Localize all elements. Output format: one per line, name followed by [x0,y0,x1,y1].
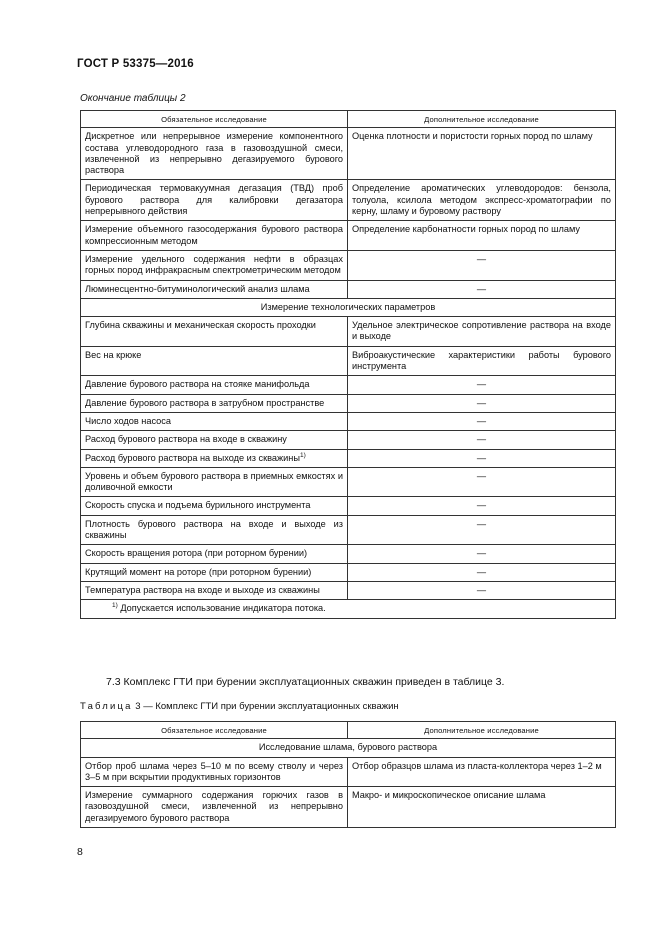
document-code: ГОСТ Р 53375—2016 [77,58,194,70]
cell-text: Скорость вращения ротора (при роторном бурении) [85,548,308,559]
additional-study-cell: — [348,497,616,515]
required-study-cell [81,515,348,545]
required-study-cell [81,346,348,376]
table-header-row [81,111,616,128]
required-study-cell [81,376,348,394]
additional-study-cell: Определение карбонатности горных пород по шламу [348,221,616,251]
table-row [81,757,616,787]
cell-text: Давление бурового раствора в затрубном пространстве [85,397,325,408]
required-study-cell [81,394,348,412]
required-study-cell [81,128,348,180]
column-header: Дополнительное исследование [348,722,616,739]
table-row [81,412,616,430]
cell-text: Крутящий момент на роторе (при роторном бурении) [85,566,312,577]
table-label: Таблица [80,701,133,712]
paragraph-7-3: 7.3 Комплекс ГТИ при бурении эксплуатационных скважин приведен в таблице 3. [106,676,505,688]
page-number: 8 [77,846,83,858]
required-study-cell [81,497,348,515]
required-study-cell [81,563,348,581]
cell-text: Скорость спуска и подъема бурильного инструмента [85,500,311,511]
required-study-cell [81,221,348,251]
table-row [81,497,616,515]
table-row [81,221,616,251]
footnote-mark: 1) [299,451,306,459]
required-study-cell [81,180,348,221]
table-row [81,280,616,298]
table-row [81,394,616,412]
table-2 [80,110,616,619]
additional-study-cell: Удельное электрическое сопротивление раствора на входе и выходе [348,317,616,347]
additional-study-cell: — [348,515,616,545]
table-row [81,563,616,581]
table-3 [80,721,616,828]
additional-study-cell: — [348,467,616,497]
additional-study-cell: — [348,280,616,298]
additional-study-cell: — [348,581,616,599]
table-row [81,376,616,394]
column-header: Дополнительное исследование [348,111,616,128]
additional-study-cell: Определение ароматических углеводородов: бензола, толуола, ксилола методом экспресс-хроматографии по керну, шламу и буровому раствору [348,180,616,221]
table-row [81,180,616,221]
cell-text: Периодическая термовакуумная дегазация (ТВД) проб бурового раствора для калибровки дегазатора непрерывного действия [85,183,343,217]
table-row [81,250,616,280]
required-study-cell [81,757,348,787]
table-row [81,545,616,563]
table-row [81,581,616,599]
cell-text: Люминесцентно-битуминологический анализ шлама [85,283,310,294]
cell-text: Расход бурового раствора на выходе из скважины [85,452,300,463]
table-3-caption [80,701,399,712]
additional-study-cell: — [348,563,616,581]
table-row [81,449,616,467]
table-row [81,317,616,347]
required-study-cell [81,412,348,430]
footnote-text: Допускается использование индикатора потока. [120,603,326,614]
column-header: Обязательное исследование [81,111,348,128]
additional-study-cell: Отбор образцов шлама из пласта-коллектора через 1–2 м [348,757,616,787]
cell-text: Измерение удельного содержания нефти в образцах горных пород инфракрасным спектрометрическим методом [85,253,343,276]
section-row [81,739,616,757]
additional-study-cell: — [348,412,616,430]
section-title: Измерение технологических параметров [81,298,616,316]
cell-text: Глубина скважины и механическая скорость проходки [85,320,316,331]
required-study-cell [81,467,348,497]
cell-text: Расход бурового раствора на входе в скважину [85,434,287,445]
additional-study-cell: — [348,449,616,467]
cell-text: Давление бурового раствора на стояке манифольда [85,379,310,390]
cell-text: Число ходов насоса [85,415,171,426]
required-study-cell [81,545,348,563]
cell-text: Вес на крюке [85,349,142,360]
additional-study-cell: — [348,376,616,394]
additional-study-cell: Макро- и микроскопическое описание шлама [348,787,616,828]
additional-study-cell: Виброакустические характеристики работы бурового инструмента [348,346,616,376]
column-header: Обязательное исследование [81,722,348,739]
footnote-row [81,600,616,618]
additional-study-cell: — [348,431,616,449]
footnote-mark: 1) [112,602,118,610]
additional-study-cell: — [348,394,616,412]
required-study-cell [81,280,348,298]
table-row [81,787,616,828]
section-row [81,298,616,316]
additional-study-cell: — [348,250,616,280]
cell-text: Измерение суммарного содержания горючих газов в газовоздушной смеси, извлеченной из непрерывно дегазируемого бурового раствора [85,790,343,823]
required-study-cell [81,787,348,828]
table-row [81,431,616,449]
table-caption: Окончание таблицы 2 [80,93,186,104]
required-study-cell [81,581,348,599]
cell-text: Плотность бурового раствора на входе и выходе из скважины [85,518,343,541]
table-row [81,346,616,376]
cell-text: Температура раствора на входе и выходе из скважины [85,584,320,595]
required-study-cell [81,250,348,280]
table-title: 3 — Комплекс ГТИ при бурении эксплуатационных скважин [135,701,399,712]
required-study-cell [81,431,348,449]
required-study-cell [81,449,348,467]
table-row [81,467,616,497]
cell-text: Уровень и объем бурового раствора в приемных емкостях и доливочной емкости [85,470,343,493]
table-row [81,515,616,545]
required-study-cell [81,317,348,347]
footnote [81,600,616,618]
table-header-row [81,722,616,739]
additional-study-cell: Оценка плотности и пористости горных пород по шламу [348,128,616,180]
table-row [81,128,616,180]
cell-text: Измерение объемного газосодержания бурового раствора компрессионным методом [85,224,343,246]
section-title: Исследование шлама, бурового раствора [81,739,616,757]
cell-text: Дискретное или непрерывное измерение компонентного состава углеводородного газа в газовоздушной смеси, извлеченной из непрерывно дегазируемого бурового раствора [85,131,343,176]
cell-text: Отбор проб шлама через 5–10 м по всему стволу и через 3–5 м при вскрытии продуктивных горизонтов [85,760,343,782]
additional-study-cell: — [348,545,616,563]
